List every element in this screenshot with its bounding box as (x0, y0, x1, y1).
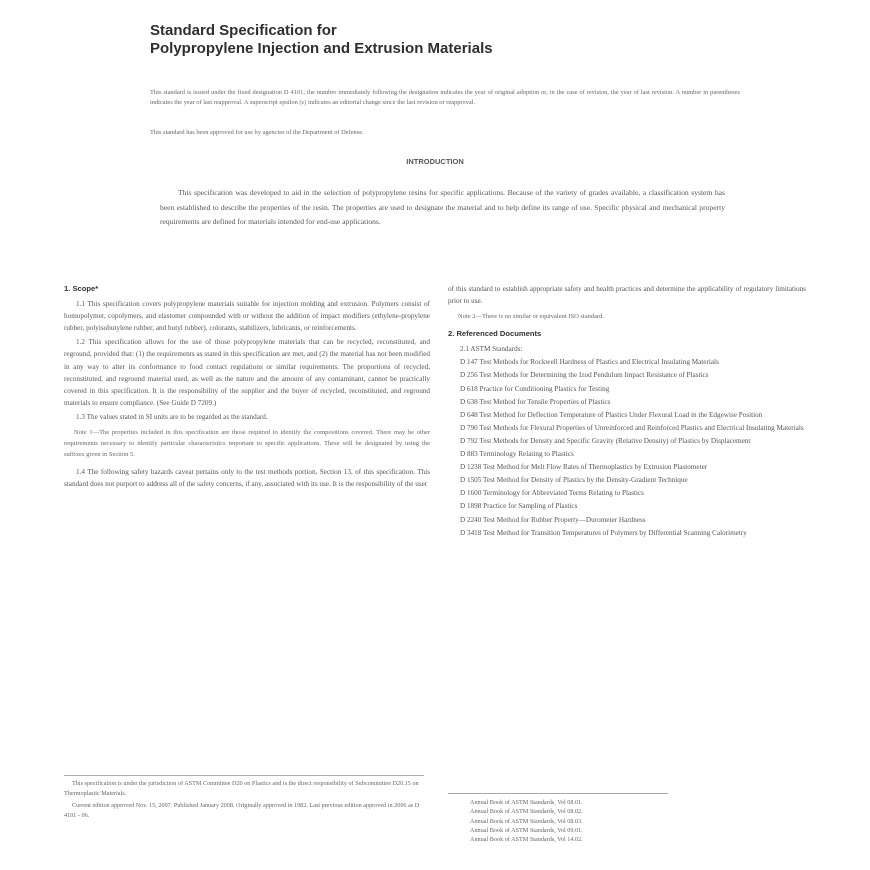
scope-paragraph-1-2: 1.2 This specification allows for the use of those polypropylene materials that can be recycled, reconstituted, and reground, provided that: (1) the requirements as stated in this specification are met, and (2) the material has not been modified in any way to alter its conformance to food contact regulations or similar requirements. The proportions of recycled, reconstituted, and reground material used, as well as the nature and the amount of any contaminant, cannot be practically covered in this specification. It is the responsibility of the supplier and the buyer of recycled, reconstituted, and reground materials to ensure compliance. (See Guide D 7209.) (64, 338, 430, 407)
reference-item: D 1898 Practice for Sampling of Plastics (460, 502, 578, 511)
reference-list (448, 343, 806, 538)
reference-item: D 1600 Terminology for Abbreviated Terms Relating to Plastics (460, 489, 644, 498)
reference-item: D 638 Test Method for Tensile Properties of Plastics (460, 397, 611, 406)
right-column (448, 283, 806, 540)
reference-item: D 648 Test Method for Deflection Temperature of Plastics Under Flexural Load in the Edgewise Position (460, 410, 763, 419)
reference-item: D 256 Test Methods for Determining the Izod Pendulum Impact Resistance of Plastics (460, 371, 709, 380)
footnote-1: This specification is under the jurisdiction of ASTM Committee D20 on Plastics and is the direct responsibility of Subcommittee D20.15 on Thermoplastic Materials. (64, 780, 419, 797)
note-2: Note 2—There is no similar or equivalent ISO standard. (458, 313, 605, 321)
scope-paragraph-1-1: 1.1 This specification covers polypropylene materials suitable for injection molding and extrusion. Polymers consist of homopolymer, copolymers, and elastomer compounded with or without the addition of impact modifiers (ethylene-propylene rubber, polyisobutylene rubber, and butyl rubber), colorants, stabilizers, lubricants, or reinforcements. (64, 300, 430, 333)
introduction-text: This specification was developed to aid in the selection of polypropylene resins for specific applications. Because of the variety of grades available, a classification system has been established to describe the properties of the resin. The properties are used to designate the material and to help define its range of use. Specific physical and mechanical property requirements are defined for materials intended for end-use applications. (160, 188, 725, 226)
footnote-volume: Annual Book of ASTM Standards, Vol 08.02. (470, 808, 583, 816)
reference-item: D 790 Test Methods for Flexural Properties of Unreinforced and Reinforced Plastics and Electrical Insulating Materials (460, 423, 804, 432)
continued-text: of this standard to establish appropriate safety and health practices and determine the applicability of regulatory limitations prior to use. (448, 285, 806, 306)
reference-item: D 147 Test Methods for Rockwell Hardness of Plastics and Electrical Insulating Materials (460, 358, 719, 367)
note-1: Note 1—The properties included in this specification are those required to identify the compositions covered. There may be other requirements necessary to identify particular characteristics important to specific applications. These will be designated by using the suffixes given in Section 5. (64, 429, 430, 459)
reference-item: D 618 Practice for Conditioning Plastics for Testing (460, 384, 610, 393)
footnotes-right (448, 793, 668, 844)
introduction-heading: INTRODUCTION (406, 157, 464, 166)
reference-item: D 3418 Test Method for Transition Temperatures of Polymers by Differential Scanning Calorimetry (460, 528, 747, 537)
footnote-volume: Annual Book of ASTM Standards, Vol 09.01. (470, 826, 583, 834)
document-title (150, 22, 770, 58)
reference-item: D 2240 Test Method for Rubber Property—Durometer Hardness (460, 515, 646, 524)
footnotes-left (64, 775, 424, 823)
reference-item: D 1505 Test Method for Density of Plastics by the Density-Gradient Technique (460, 476, 688, 485)
title-line-2: Polypropylene Injection and Extrusion Materials (150, 40, 493, 57)
scope-paragraph-1-3: 1.3 The values stated in SI units are to be regarded as the standard. (76, 412, 268, 421)
reference-item: 2.1 ASTM Standards: (460, 345, 523, 354)
reference-item: D 883 Terminology Relating to Plastics (460, 450, 574, 459)
footnote-volume: Annual Book of ASTM Standards, Vol 08.03. (470, 817, 583, 825)
footnote-volume: Annual Book of ASTM Standards, Vol 08.01. (470, 799, 583, 806)
reference-item: D 1238 Test Method for Melt Flow Rates of Thermoplastics by Extrusion Plastometer (460, 463, 708, 472)
title-line-1: Standard Specification for (150, 22, 337, 39)
footnote-volume: Annual Book of ASTM Standards, Vol 14.02. (470, 836, 583, 844)
dod-notice: This standard has been approved for use by agencies of the Department of Defense. (150, 129, 364, 136)
footnote-2: Current edition approved Nov. 15, 2007. Published January 2008. Originally approved in 1982. Last previous edition approved in 2006 as D 4101 - 06. (64, 802, 420, 819)
reference-item: D 792 Test Methods for Density and Specific Gravity (Relative Density) of Plastics by Displacement (460, 436, 751, 445)
scope-paragraph-1-4: 1.4 The following safety hazards caveat pertains only to the test methods portion, Section 13, of this specification. This standard does not purport to address all of the safety concerns, if any, associated with its use. It is the responsibility of the user (64, 468, 430, 489)
scope-heading: 1. Scope* (64, 284, 99, 293)
referenced-documents-heading: 2. Referenced Documents (448, 329, 542, 339)
designation-notice: This standard is issued under the fixed designation D 4101; the number immediately following the designation indicates the year of original adoption or, in the case of revision, the year of last revision. A number in parentheses indicates the year of last reapproval. A superscript epsilon (ε) indicates an editorial change since the last revision or reapproval. (150, 89, 740, 106)
left-column (64, 283, 430, 492)
